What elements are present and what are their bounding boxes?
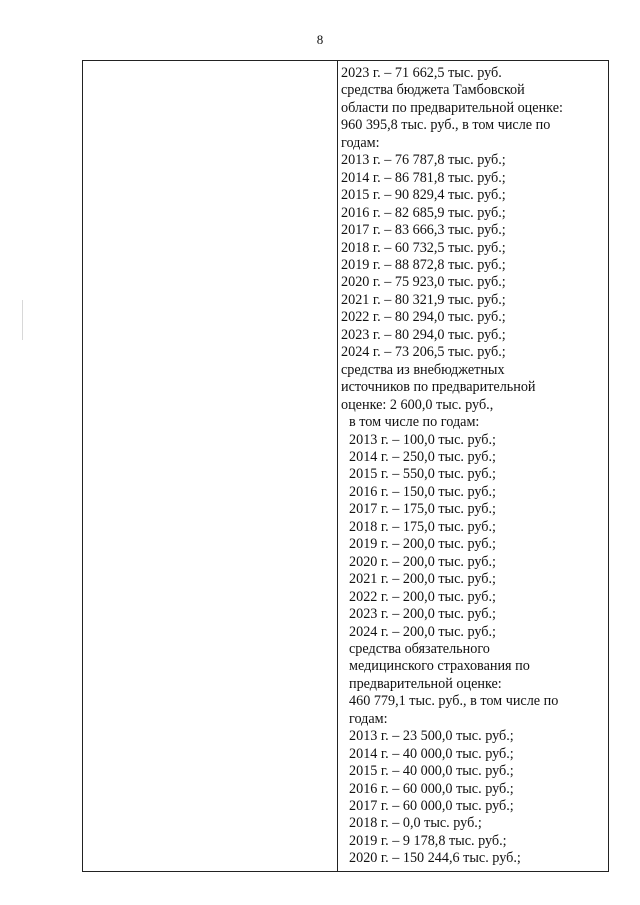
text-line: 2017 г. – 175,0 тыс. руб.; <box>349 501 496 518</box>
text-line: в том числе по годам: <box>349 414 480 431</box>
text-line: 2015 г. – 550,0 тыс. руб.; <box>349 466 496 483</box>
text-line: 2020 г. – 75 923,0 тыс. руб.; <box>341 274 506 291</box>
text-line: 2018 г. – 175,0 тыс. руб.; <box>349 518 496 535</box>
text-line: средства из внебюджетных <box>341 361 505 378</box>
text-line: предварительной оценке: <box>349 675 502 692</box>
text-line: 2017 г. – 83 666,3 тыс. руб.; <box>341 222 506 239</box>
text-line: средства бюджета Тамбовской <box>341 82 525 99</box>
text-line: 2014 г. – 250,0 тыс. руб.; <box>349 448 496 465</box>
column-divider <box>337 61 338 871</box>
text-line: 2018 г. – 60 732,5 тыс. руб.; <box>341 239 506 256</box>
text-line: 2014 г. – 86 781,8 тыс. руб.; <box>341 169 506 186</box>
text-line: области по предварительной оценке: <box>341 99 563 116</box>
text-line: 2016 г. – 150,0 тыс. руб.; <box>349 483 496 500</box>
text-line: 2021 г. – 200,0 тыс. руб.; <box>349 571 496 588</box>
text-line: 2023 г. – 200,0 тыс. руб.; <box>349 606 496 623</box>
text-line: 2016 г. – 60 000,0 тыс. руб.; <box>349 780 514 797</box>
text-line: 2013 г. – 23 500,0 тыс. руб.; <box>349 728 514 745</box>
text-line: 2016 г. – 82 685,9 тыс. руб.; <box>341 204 506 221</box>
text-line: 2019 г. – 88 872,8 тыс. руб.; <box>341 256 506 273</box>
text-line: 2018 г. – 0,0 тыс. руб.; <box>349 815 482 832</box>
text-line: 2019 г. – 200,0 тыс. руб.; <box>349 536 496 553</box>
text-line: источников по предварительной <box>341 379 536 396</box>
text-line: 2019 г. – 9 178,8 тыс. руб.; <box>349 832 507 849</box>
table-left-cell <box>83 61 337 871</box>
text-line: 2022 г. – 80 294,0 тыс. руб.; <box>341 309 506 326</box>
text-line: 2013 г. – 76 787,8 тыс. руб.; <box>341 152 506 169</box>
text-line: 2017 г. – 60 000,0 тыс. руб.; <box>349 798 514 815</box>
text-line: 960 395,8 тыс. руб., в том числе по <box>341 117 551 134</box>
text-line: 2024 г. – 200,0 тыс. руб.; <box>349 623 496 640</box>
text-line: 2015 г. – 40 000,0 тыс. руб.; <box>349 763 514 780</box>
text-line: 2020 г. – 150 244,6 тыс. руб.; <box>349 850 521 867</box>
text-line: 2024 г. – 73 206,5 тыс. руб.; <box>341 344 506 361</box>
text-line: 2022 г. – 200,0 тыс. руб.; <box>349 588 496 605</box>
text-line: медицинского страхования по <box>349 658 530 675</box>
table-right-cell <box>341 65 602 868</box>
text-line: оценке: 2 600,0 тыс. руб., <box>341 396 494 413</box>
text-line: 2014 г. – 40 000,0 тыс. руб.; <box>349 745 514 762</box>
page-number: 8 <box>316 32 324 47</box>
text-line: 460 779,1 тыс. руб., в том числе по <box>349 693 559 710</box>
text-line: 2021 г. – 80 321,9 тыс. руб.; <box>341 291 506 308</box>
text-line: годам: <box>341 134 380 151</box>
text-line: 2015 г. – 90 829,4 тыс. руб.; <box>341 187 506 204</box>
text-line: 2023 г. – 80 294,0 тыс. руб.; <box>341 326 506 343</box>
text-line: годам: <box>349 710 388 727</box>
text-line: средства обязательного <box>349 640 490 657</box>
text-line: 2023 г. – 71 662,5 тыс. руб. <box>341 65 502 81</box>
scan-margin-mark <box>22 300 23 340</box>
document-table <box>82 60 609 872</box>
text-line: 2013 г. – 100,0 тыс. руб.; <box>349 431 496 448</box>
text-line: 2020 г. – 200,0 тыс. руб.; <box>349 553 496 570</box>
